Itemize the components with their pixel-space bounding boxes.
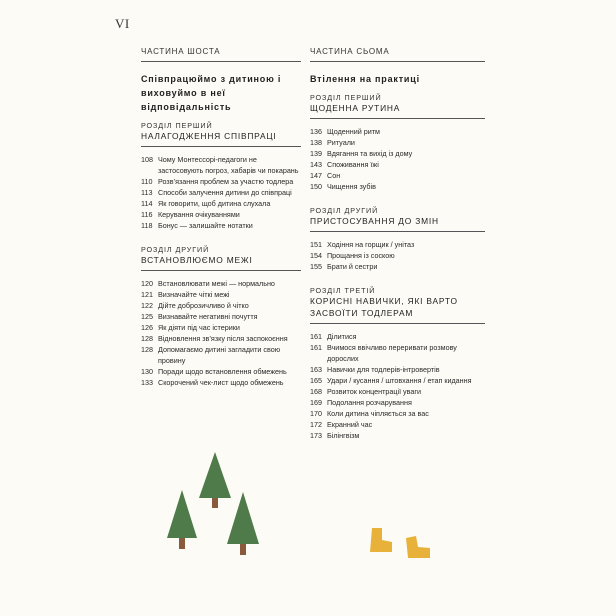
- toc-entry-title: Ритуали: [327, 138, 355, 147]
- toc-entry: [310, 261, 485, 272]
- tree-illustration: [226, 492, 260, 556]
- toc-entry: [310, 170, 485, 181]
- toc-page-number: 172: [310, 420, 322, 429]
- toc-entry: [310, 137, 485, 148]
- toc-page-number: 128: [141, 345, 153, 354]
- toc-page-number: 110: [141, 177, 153, 186]
- toc-entry-title: Сон: [327, 171, 341, 180]
- toc-page-number: 143: [310, 160, 322, 169]
- toc-page-number: 170: [310, 409, 322, 418]
- toc-entry: [141, 220, 301, 231]
- toc-entry-title: Способи залучення дитини до співпраці: [158, 188, 292, 197]
- toc-entry: [310, 126, 485, 137]
- toc-entry: [141, 154, 301, 176]
- page-number: VI: [115, 16, 130, 31]
- toc-entry-title: Коли дитина чіпляється за вас: [327, 409, 429, 418]
- toc-entry: [310, 239, 485, 250]
- toc-entry: [141, 176, 301, 187]
- section-label: РОЗДІЛ ТРЕТІЙ: [310, 286, 376, 295]
- toc-page-number: 150: [310, 182, 322, 191]
- toc-entry-title: Прощання із соскою: [327, 251, 395, 260]
- toc-entry: [141, 209, 301, 220]
- toc-entry: [310, 159, 485, 170]
- toc-entry: [141, 366, 301, 377]
- tree-crown: [167, 490, 197, 538]
- toc-entry-title: Поради щодо встановлення обмежень: [158, 367, 287, 376]
- toc-entry: [141, 377, 301, 388]
- toc-entry-title: Чому Монтессорі-педагоги не застосовують погроз, хабарів чи покарань: [158, 155, 299, 175]
- toc-entry: [310, 342, 485, 364]
- toc-entry-title: Білінгвізм: [327, 431, 360, 440]
- toc-page-number: 126: [141, 323, 153, 332]
- section-label: РОЗДІЛ ПЕРШИЙ: [141, 121, 213, 130]
- toc-entry-title: Ділитися: [327, 332, 357, 341]
- toc-page-number: 128: [141, 334, 153, 343]
- toc-page-number: 125: [141, 312, 153, 321]
- toc-entry: [141, 344, 301, 366]
- toc-entry: [310, 386, 485, 397]
- toc-page-number: 130: [141, 367, 153, 376]
- section-title: КОРИСНІ НАВИЧКИ, ЯКІ ВАРТО ЗАСВОЇТИ ТОДЛЕРАМ: [310, 295, 485, 324]
- toc-entry-title: Подолання розчарування: [327, 398, 412, 407]
- toc-page-number: 165: [310, 376, 322, 385]
- toc-page-number: 161: [310, 332, 322, 341]
- toc-entry: [310, 397, 485, 408]
- part-title: Втілення на практиці: [310, 74, 420, 84]
- toc-entry-title: Бонус — залишайте нотатки: [158, 221, 253, 230]
- toc-page-number: 138: [310, 138, 322, 147]
- toc-entry-list: [310, 331, 485, 441]
- toc-page-number: 173: [310, 431, 322, 440]
- toc-page-number: 133: [141, 378, 153, 387]
- toc-entry-title: Споживання їжі: [327, 160, 379, 169]
- toc-entry-title: Допомагаємо дитині загладити свою провину: [158, 345, 281, 365]
- toc-entry-title: Екранний час: [327, 420, 373, 429]
- toc-entry: [310, 408, 485, 419]
- section-label: РОЗДІЛ ПЕРШИЙ: [310, 93, 382, 102]
- toc-entry-title: Як говорити, щоб дитина слухала: [158, 199, 271, 208]
- section-label: РОЗДІЛ ДРУГИЙ: [141, 245, 210, 254]
- toc-entry: [141, 322, 301, 333]
- section-title: ЩОДЕННА РУТИНА: [310, 102, 485, 119]
- boot-illustration: [368, 526, 394, 554]
- part-label: ЧАСТИНА ШОСТА: [141, 47, 301, 62]
- toc-page-number: 155: [310, 262, 322, 271]
- toc-entry-title: Щоденний ритм: [327, 127, 380, 136]
- toc-page-number: 161: [310, 343, 322, 352]
- toc-column-left: [141, 47, 301, 402]
- toc-column-right: [310, 47, 485, 455]
- part-title: Співпрацюймо з дитиною і виховуймо в неї відповідальність: [141, 74, 282, 112]
- toc-entry: [310, 181, 485, 192]
- boot-illustration: [404, 534, 432, 560]
- toc-entry-title: Розвиток концентрації уваги: [327, 387, 422, 396]
- toc-entry-title: Дійте доброзичливо й чітко: [158, 301, 249, 310]
- tree-illustration: [166, 490, 198, 550]
- toc-page-number: 136: [310, 127, 322, 136]
- toc-entry: [141, 333, 301, 344]
- toc-entry-title: Керування очікуваннями: [158, 210, 240, 219]
- toc-entry: [310, 430, 485, 441]
- toc-entry-title: Вчимося ввічливо переривати розмову дорослих: [327, 343, 457, 363]
- toc-entry: [310, 419, 485, 430]
- toc-sections: [310, 93, 485, 441]
- toc-entry: [141, 289, 301, 300]
- toc-sections: [141, 121, 301, 388]
- toc-entry-list: [141, 154, 301, 231]
- toc-entry-title: Навички для тодлерів-інтровертів: [327, 365, 440, 374]
- toc-entry: [141, 311, 301, 322]
- toc-page-number: 139: [310, 149, 322, 158]
- toc-page-number: 169: [310, 398, 322, 407]
- toc-entry: [310, 331, 485, 342]
- toc-entry-title: Відновлення зв’язку після заспокоєння: [158, 334, 288, 343]
- toc-page-number: 122: [141, 301, 153, 310]
- toc-page-number: 120: [141, 279, 153, 288]
- toc-page-number: 116: [141, 210, 153, 219]
- section-title: ВСТАНОВЛЮЄМО МЕЖІ: [141, 254, 301, 271]
- toc-entry-title: Вдягання та вихід із дому: [327, 149, 413, 158]
- toc-entry-list: [310, 239, 485, 272]
- toc-page-number: 154: [310, 251, 322, 260]
- section-label: РОЗДІЛ ДРУГИЙ: [310, 206, 379, 215]
- toc-page-number: 113: [141, 188, 153, 197]
- toc-entry-list: [141, 278, 301, 388]
- toc-page-number: 168: [310, 387, 322, 396]
- toc-page-number: 151: [310, 240, 322, 249]
- toc-entry: [310, 364, 485, 375]
- toc-entry: [310, 250, 485, 261]
- toc-entry: [141, 278, 301, 289]
- toc-entry-list: [310, 126, 485, 192]
- toc-entry: [310, 375, 485, 386]
- toc-entry-title: Розв’язання проблем за участю тодлера: [158, 177, 294, 186]
- part-label: ЧАСТИНА СЬОМА: [310, 47, 485, 62]
- toc-entry-title: Брати й сестри: [327, 262, 378, 271]
- section-title: ПРИСТОСУВАННЯ ДО ЗМІН: [310, 215, 485, 232]
- toc-entry-title: Як діяти під час істерики: [158, 323, 240, 332]
- toc-entry-title: Визначайте чіткі межі: [158, 290, 230, 299]
- toc-entry: [141, 187, 301, 198]
- toc-page-number: 147: [310, 171, 322, 180]
- toc-page-number: 114: [141, 199, 153, 208]
- toc-entry: [310, 148, 485, 159]
- section-title: НАЛАГОДЖЕННЯ СПІВПРАЦІ: [141, 130, 301, 147]
- toc-entry: [141, 300, 301, 311]
- tree-crown: [227, 492, 259, 544]
- toc-entry-title: Встановлювати межі — нормально: [158, 279, 275, 288]
- toc-entry-title: Удари / кусання / штовхання / етап кидання: [327, 376, 472, 385]
- toc-page-number: 121: [141, 290, 153, 299]
- toc-entry-title: Ходіння на горщик / унітаз: [327, 240, 415, 249]
- toc-page-number: 118: [141, 221, 153, 230]
- toc-page-number: 108: [141, 155, 153, 164]
- toc-page-number: 163: [310, 365, 322, 374]
- toc-entry: [141, 198, 301, 209]
- toc-entry-title: Визнавайте негативні почуття: [158, 312, 258, 321]
- toc-entry-title: Скорочений чек-лист щодо обмежень: [158, 378, 284, 387]
- toc-entry-title: Чищення зубів: [327, 182, 376, 191]
